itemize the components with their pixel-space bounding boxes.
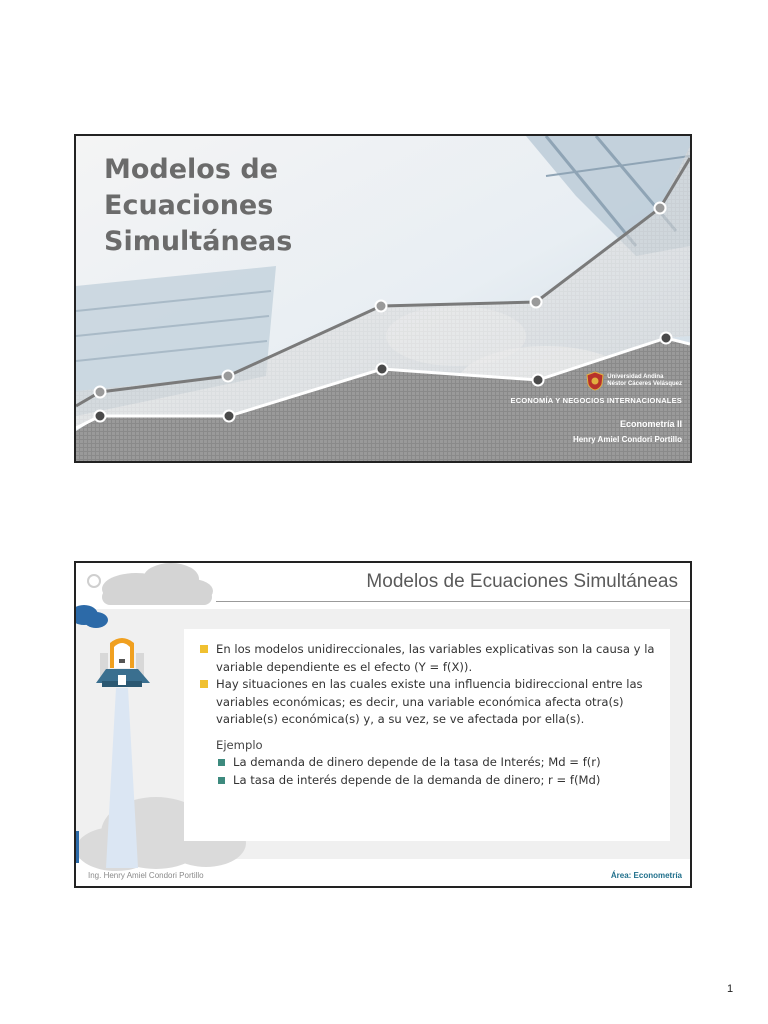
bullet-square-icon	[200, 680, 208, 688]
faculty-label: ECONOMÍA Y NEGOCIOS INTERNACIONALES	[510, 396, 682, 405]
bullet-text: En los modelos unidireccionales, las variables explicativas son la causa y la variable dependiente es el efecto (Y = f(X)).	[216, 642, 655, 674]
example-item	[200, 772, 656, 790]
cloud-icon	[102, 563, 213, 605]
university-logo	[586, 371, 682, 391]
content-box	[184, 629, 670, 841]
presentation-title	[104, 152, 364, 260]
title-underline	[216, 601, 690, 602]
example-heading: Ejemplo	[216, 737, 263, 752]
title-line: Ecuaciones	[104, 190, 274, 221]
title-line: Simultáneas	[104, 226, 293, 257]
bullet-text: Hay situaciones en las cuales existe una influencia bidireccional entre las variables económicas; es decir, una variable económica afecta otra(s) variable(s) económica(s) y, a su vez, se ve afectada por ella(s).	[216, 677, 643, 726]
university-name	[607, 374, 682, 388]
page-number: 1	[727, 983, 734, 995]
footer-area: Área: Econometría	[610, 871, 682, 880]
footer-author: Ing. Henry Amiel Condori Portillo	[88, 871, 204, 880]
sub-bullet-square-icon	[218, 759, 225, 766]
title-line: Modelos de	[104, 154, 278, 185]
university-seal-icon	[586, 371, 604, 391]
bullet-square-icon	[200, 645, 208, 653]
content-slide	[74, 561, 692, 888]
slide-title: Modelos de Ecuaciones Simultáneas	[366, 571, 678, 592]
example-text: La demanda de dinero depende de la tasa de Interés; Md = f(r)	[233, 755, 601, 769]
author-label: Henry Amiel Condori Portillo	[572, 435, 682, 444]
sub-bullet-square-icon	[218, 777, 225, 784]
university-name-line: Néstor Cáceres Velásquez	[607, 381, 682, 387]
example-item	[200, 754, 656, 772]
course-label: Econometría II	[619, 419, 682, 429]
example-text: La tasa de interés depende de la demanda de dinero; r = f(Md)	[233, 772, 601, 787]
title-slide	[74, 134, 692, 463]
university-name-line: Universidad Andina	[607, 374, 664, 380]
bullet-item	[200, 676, 656, 729]
bullet-item	[200, 641, 656, 676]
